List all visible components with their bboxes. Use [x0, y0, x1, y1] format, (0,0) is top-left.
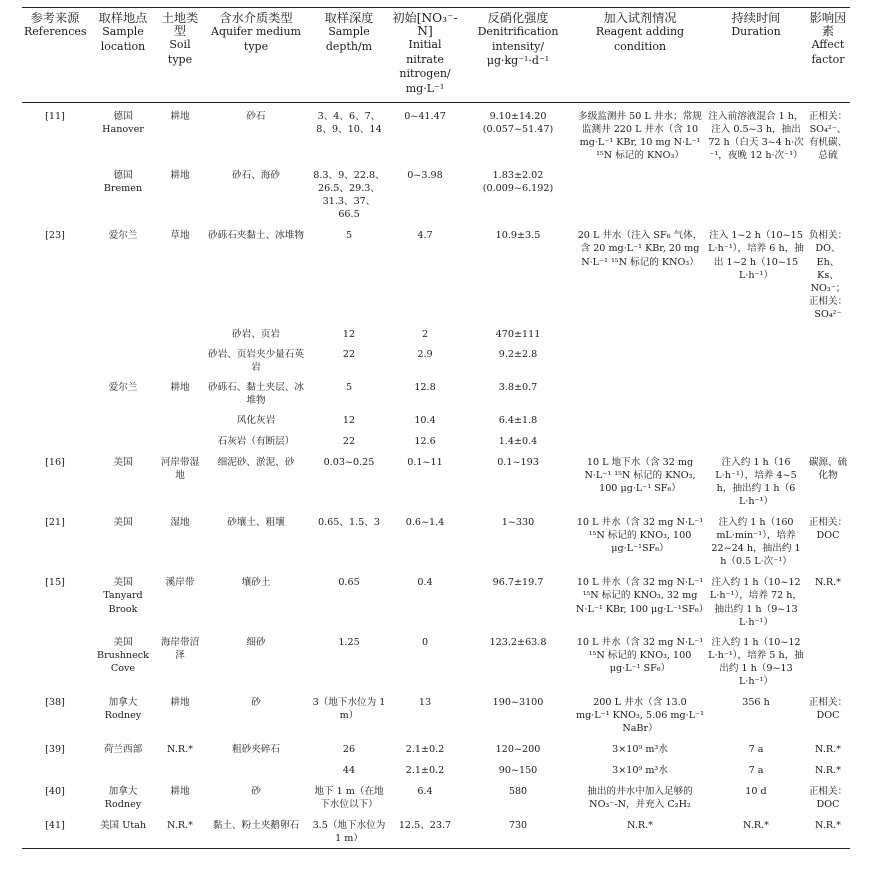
- cell-depth: 3.5（地下水位为 1 m）: [312, 819, 386, 844]
- cell-location: 爱尔兰: [108, 382, 138, 394]
- cell-duration: N.R.*: [743, 819, 769, 831]
- cell-depth: 地下 1 m（在地下水位以下）: [314, 785, 384, 810]
- cell-duration: 注入约 1 h（10~12 L·h⁻¹），培养 5 h，抽出约 1 h（9~13 L·h⁻¹）: [708, 636, 804, 688]
- cell-depth: 22: [342, 435, 356, 447]
- cell-nitrate: 12.6: [414, 435, 436, 447]
- cell-reagent: 3×10⁹ m³水: [612, 744, 668, 756]
- cell-denit: 9.10±14.20 (0.057~51.47): [482, 110, 554, 135]
- cell-location: 德国 Bremen: [103, 169, 143, 195]
- column-header-ref: [22, 8, 88, 103]
- cell-denit: 3.8±0.7: [498, 382, 538, 394]
- cell-factor: 正相关：SO₄²⁻、有机碳、总硫: [808, 110, 848, 161]
- cell-nitrate: 6.4: [417, 785, 433, 797]
- cell-soil: 耕地: [170, 785, 190, 797]
- cell-reagent: [574, 344, 706, 377]
- table-row: [22, 224, 850, 324]
- table-row: [22, 410, 850, 430]
- cell-ref: [15]: [45, 577, 65, 589]
- cell-aquifer: 砂砾石、黏土夹层、冰堆物: [208, 382, 304, 407]
- cell-location: 美国: [113, 517, 133, 528]
- cell-soil: 耕地: [170, 697, 190, 709]
- cell-location: 加拿大 Rodney: [104, 697, 142, 722]
- cell-location: [88, 410, 158, 430]
- cell-soil: [158, 344, 202, 377]
- table-row: [22, 377, 850, 410]
- cell-depth: 12: [342, 328, 356, 340]
- cell-ref: [21]: [45, 517, 65, 528]
- table-row: [22, 632, 850, 691]
- cell-factor: 正相关：DOC: [808, 785, 848, 810]
- table-row: [22, 760, 850, 780]
- header-row: [22, 8, 850, 103]
- cell-ref: [22, 410, 88, 430]
- table-row: [22, 165, 850, 224]
- cell-duration: 注入 1~2 h（10~15 L·h⁻¹），培养 6 h，抽出 1~2 h（10~15 L·h⁻¹）: [708, 230, 804, 281]
- cell-location: 爱尔兰: [108, 230, 138, 242]
- column-header-zh: 反硝化强度: [487, 11, 549, 25]
- cell-denit: 580: [508, 785, 528, 797]
- cell-duration: 注入约 1 h（10~12 L·h⁻¹），培养 72 h，抽出约 1 h（9~13 L·h⁻¹）: [709, 577, 803, 628]
- cell-ref: [11]: [45, 110, 65, 122]
- cell-denit: 0.1~193: [497, 456, 539, 468]
- column-header-en: Denitrification intensity/ μg·kg⁻¹·d⁻¹: [477, 25, 559, 68]
- cell-nitrate: 2.1±0.2: [405, 744, 445, 756]
- cell-reagent: 10 L 地下水（含 32 mg N·L⁻¹ ¹⁵N 标记的 KNO₃, 100 μg·L⁻¹ SF₆）: [584, 456, 696, 494]
- cell-factor: N.R.*: [815, 744, 841, 756]
- cell-duration: 注入约 1 h（16 L·h⁻¹），培养 4~5 h，抽出约 1 h（6 L·h⁻¹）: [715, 456, 797, 507]
- cell-aquifer: 砂岩、页岩夹少量石英岩: [208, 349, 304, 374]
- cell-reagent: [574, 410, 706, 430]
- cell-ref: [22, 324, 88, 344]
- cell-location: 美国: [113, 456, 133, 468]
- cell-aquifer: 砂: [251, 785, 261, 797]
- column-header-depth: [310, 8, 388, 103]
- cell-nitrate: 2: [421, 328, 429, 340]
- table-row: [22, 571, 850, 631]
- cell-nitrate: 0~3.98: [407, 169, 443, 181]
- cell-denit: 90~150: [498, 764, 538, 776]
- column-header-zh: 持续时间: [731, 11, 781, 25]
- cell-ref: [41]: [45, 819, 65, 831]
- cell-ref: [22, 344, 88, 377]
- cell-reagent: 抽出的井水中加入足够的 NO₃⁻-N，并充入 C₂H₂: [587, 785, 693, 810]
- cell-factor: [806, 410, 850, 430]
- cell-location: 加拿大 Rodney: [104, 785, 142, 810]
- cell-location: 美国 Utah: [99, 819, 147, 831]
- cell-reagent: 10 L 井水（含 32 mg N·L⁻¹ ¹⁵N 标记的 KNO₃, 100 μg·L⁻¹ SF₆）: [576, 636, 704, 674]
- cell-reagent: [574, 165, 706, 224]
- cell-location: 荷兰西部: [103, 744, 143, 756]
- cell-soil: N.R.*: [167, 744, 193, 756]
- cell-soil: 耕地: [170, 169, 190, 181]
- cell-ref: [39]: [45, 744, 65, 756]
- cell-denit: 730: [508, 819, 528, 831]
- cell-depth: 1.25: [338, 636, 360, 648]
- cell-soil: 耕地: [170, 382, 190, 394]
- cell-location: [88, 324, 158, 344]
- cell-reagent: 多级监测井 50 L 井水；常规监测井 220 L 井水（含 10 mg·L⁻¹ KBr, 10 mg N·L⁻¹ ¹⁵N 标记的 KNO₃）: [578, 110, 702, 161]
- cell-ref: [23]: [45, 230, 65, 242]
- cell-depth: 3（地下水位为 1 m）: [312, 697, 386, 722]
- cell-nitrate: 4.7: [417, 230, 433, 242]
- table-body: [22, 102, 850, 848]
- cell-nitrate: 0.6~1.4: [405, 517, 445, 528]
- cell-location: [88, 431, 158, 451]
- table-row: [22, 451, 850, 511]
- cell-reagent: [574, 324, 706, 344]
- column-header-zh: 土地类型: [161, 11, 199, 39]
- cell-soil: 耕地: [170, 110, 190, 122]
- table-row: [22, 431, 850, 451]
- cell-denit: 1~330: [501, 517, 535, 528]
- cell-reagent: 10 L 井水（含 32 mg N·L⁻¹ ¹⁵N 标记的 KNO₃, 32 mg N·L⁻¹ KBr, 100 μg·L⁻¹SF₆）: [576, 577, 709, 615]
- cell-reagent: 3×10⁹ m³水: [612, 764, 668, 776]
- cell-ref: [22, 165, 88, 224]
- cell-factor: [806, 377, 850, 410]
- cell-reagent: [574, 377, 706, 410]
- column-header-location: [88, 8, 158, 103]
- cell-denit: 1.4±0.4: [498, 435, 538, 447]
- cell-denit: 6.4±1.8: [498, 415, 538, 427]
- table-row: [22, 511, 850, 571]
- cell-aquifer: 黏土、粉土夹鹅卵石: [212, 819, 300, 831]
- table-header: [22, 8, 850, 103]
- cell-depth: 5: [345, 382, 353, 394]
- cell-aquifer: 砂壤土、粗壤: [227, 517, 285, 528]
- column-header-zh: 影响因素: [809, 11, 847, 39]
- cell-aquifer: 砂: [251, 697, 261, 709]
- cell-duration: [706, 410, 806, 430]
- cell-factor: [806, 344, 850, 377]
- cell-soil: 草地: [170, 230, 190, 242]
- cell-nitrate: 12.8: [414, 382, 436, 394]
- column-header-en: Soil type: [167, 38, 193, 66]
- cell-soil: 海岸带沼泽: [160, 636, 200, 661]
- cell-reagent: 200 L 井水（含 13.0 mg·L⁻¹ KNO₃, 5.06 mg·L⁻¹ NaBr）: [576, 697, 704, 735]
- cell-depth: 12: [342, 415, 356, 427]
- cell-factor: 正相关：DOC: [808, 697, 848, 722]
- column-header-aquifer: [202, 8, 310, 103]
- cell-denit: 1.83±2.02 (0.009~6.192): [482, 169, 554, 195]
- cell-denit: 96.7±19.7: [492, 577, 544, 589]
- cell-ref: [22, 632, 88, 691]
- column-header-en: Reagent adding condition: [595, 25, 685, 53]
- cell-duration: 注入约 1 h（160 mL·min⁻¹），培养 22~24 h，抽出约 1 h（0.5 L·次⁻¹）: [711, 517, 801, 568]
- cell-ref: [22, 431, 88, 451]
- cell-depth: 44: [342, 764, 356, 776]
- cell-aquifer: 砂石、海砂: [232, 169, 280, 181]
- cell-nitrate: 12.5、23.7: [398, 819, 452, 831]
- cell-aquifer: [202, 760, 310, 780]
- cell-factor: N.R.*: [815, 819, 841, 831]
- column-header-factor: [806, 8, 850, 103]
- column-header-nitrate: [388, 8, 462, 103]
- column-header-zh: 取样深度: [324, 11, 374, 25]
- table-row: [22, 344, 850, 377]
- cell-duration: [706, 165, 806, 224]
- cell-factor: 正相关：DOC: [808, 517, 848, 542]
- column-header-duration: [706, 8, 806, 103]
- cell-aquifer: 砂石: [246, 110, 266, 122]
- cell-soil: [158, 410, 202, 430]
- cell-factor: [806, 632, 850, 691]
- cell-reagent: 20 L 井水（注入 SF₆ 气体，含 20 mg·L⁻¹ KBr, 20 mg N·L⁻¹ ¹⁵N 标记的 KNO₃）: [577, 230, 703, 268]
- cell-ref: [38]: [45, 697, 65, 709]
- column-header-en: Sample location: [100, 25, 146, 53]
- cell-location: 德国 Hanover: [102, 110, 144, 135]
- cell-aquifer: 砂岩、页岩: [232, 328, 280, 340]
- cell-factor: [806, 431, 850, 451]
- column-header-soil: [158, 8, 202, 103]
- cell-soil: [158, 760, 202, 780]
- cell-nitrate: 0.4: [417, 577, 433, 589]
- cell-denit: 190~3100: [492, 697, 544, 709]
- cell-nitrate: 0~41.47: [404, 110, 446, 122]
- cell-nitrate: 2.9: [417, 349, 433, 361]
- cell-location: 美国 Tanyard Brook: [103, 577, 143, 615]
- table-row: [22, 814, 850, 849]
- cell-depth: 8.3、9、22.8、26.5、29.3、31.3、37、66.5: [313, 169, 385, 221]
- cell-depth: 5: [345, 230, 353, 242]
- column-header-en: Initial nitrate nitrogen/ mg·L⁻¹: [399, 38, 451, 95]
- column-header-en: Affect factor: [811, 38, 845, 66]
- cell-depth: 0.65、1.5、3: [318, 517, 380, 528]
- cell-location: [88, 344, 158, 377]
- column-header-reagent: [574, 8, 706, 103]
- cell-soil: 河岸带湿地: [160, 456, 200, 481]
- column-header-denit: [462, 8, 574, 103]
- cell-duration: [706, 431, 806, 451]
- cell-depth: 3、4、6、7、8、9、10、14: [316, 110, 382, 135]
- cell-location: [88, 760, 158, 780]
- cell-duration: 7 a: [748, 764, 764, 776]
- cell-aquifer: 壤砂土: [241, 577, 271, 589]
- cell-aquifer: 细砂: [246, 636, 266, 648]
- cell-duration: 7 a: [748, 744, 764, 756]
- table-row: [22, 102, 850, 165]
- column-header-en: References: [24, 25, 87, 39]
- cell-reagent: 10 L 井水（含 32 mg N·L⁻¹ ¹⁵N 标记的 KNO₃, 100 μg·L⁻¹SF₆）: [576, 517, 704, 555]
- cell-denit: 9.2±2.8: [498, 349, 538, 361]
- cell-denit: 470±111: [495, 328, 541, 340]
- cell-factor: [806, 324, 850, 344]
- cell-soil: [158, 431, 202, 451]
- cell-location: 美国 Brushneck Cove: [97, 636, 149, 674]
- cell-soil: [158, 324, 202, 344]
- cell-duration: 356 h: [742, 697, 770, 709]
- cell-aquifer: 细泥砂、淤泥、砂: [217, 456, 295, 468]
- cell-duration: 10 d: [745, 785, 767, 797]
- cell-aquifer: 砂砾石夹黏土、冰堆物: [208, 230, 304, 242]
- cell-duration: [706, 324, 806, 344]
- cell-nitrate: 2.1±0.2: [405, 764, 445, 776]
- cell-denit: 10.9±3.5: [495, 230, 541, 242]
- cell-reagent: N.R.*: [627, 819, 653, 831]
- cell-nitrate: 10.4: [414, 415, 436, 427]
- cell-factor: 碳源、硫化物: [808, 456, 848, 481]
- cell-soil: 湿地: [170, 517, 190, 528]
- column-header-en: Sample depth/m: [325, 25, 373, 53]
- cell-ref: [22, 760, 88, 780]
- cell-denit: 120~200: [495, 744, 541, 756]
- cell-depth: 26: [342, 744, 356, 756]
- cell-nitrate: 0.1~11: [407, 456, 443, 468]
- table-row: [22, 780, 850, 814]
- cell-nitrate: 13: [418, 697, 432, 709]
- cell-depth: 0.03~0.25: [323, 456, 375, 468]
- cell-duration: 注入前溶液混合 1 h，注入 0.5~3 h，抽出 72 h（白天 3~4 h·次⁻¹，夜晚 12 h·次⁻¹）: [708, 110, 804, 161]
- cell-aquifer: 风化灰岩: [236, 415, 276, 427]
- cell-duration: [706, 377, 806, 410]
- column-header-en: Aquifer medium type: [211, 25, 301, 53]
- cell-reagent: [574, 431, 706, 451]
- table-row: [22, 738, 850, 759]
- table-row: [22, 324, 850, 344]
- cell-ref: [22, 377, 88, 410]
- cell-soil: N.R.*: [167, 819, 193, 831]
- cell-ref: [16]: [45, 456, 65, 468]
- cell-factor: N.R.*: [815, 577, 841, 589]
- column-header-zh: 含水介质类型: [219, 11, 293, 25]
- column-header-zh: 参考来源: [30, 11, 80, 25]
- column-header-zh: 取样地点: [98, 11, 148, 25]
- cell-duration: [706, 344, 806, 377]
- column-header-zh: 加入试剂情况: [603, 11, 677, 25]
- cell-factor: N.R.*: [815, 764, 841, 776]
- column-header-zh: 初始[NO₃⁻-N]: [392, 11, 458, 39]
- cell-depth: 0.65: [338, 577, 360, 589]
- cell-depth: 22: [342, 349, 356, 361]
- cell-ref: [40]: [45, 785, 65, 797]
- denitrification-table: [22, 7, 850, 849]
- cell-denit: 123.2±63.8: [489, 636, 547, 648]
- column-header-en: Duration: [731, 25, 781, 39]
- table-row: [22, 691, 850, 738]
- cell-soil: 溪岸带: [165, 577, 195, 589]
- cell-factor: [806, 165, 850, 224]
- cell-factor: 负相关：DO、Eh、Ks、NO₃⁻；正相关：SO₄²⁻: [808, 230, 848, 320]
- cell-nitrate: 0: [421, 636, 429, 648]
- cell-aquifer: 石灰岩（有断层）: [217, 435, 295, 447]
- cell-aquifer: 粗砂夹碎石: [232, 744, 280, 756]
